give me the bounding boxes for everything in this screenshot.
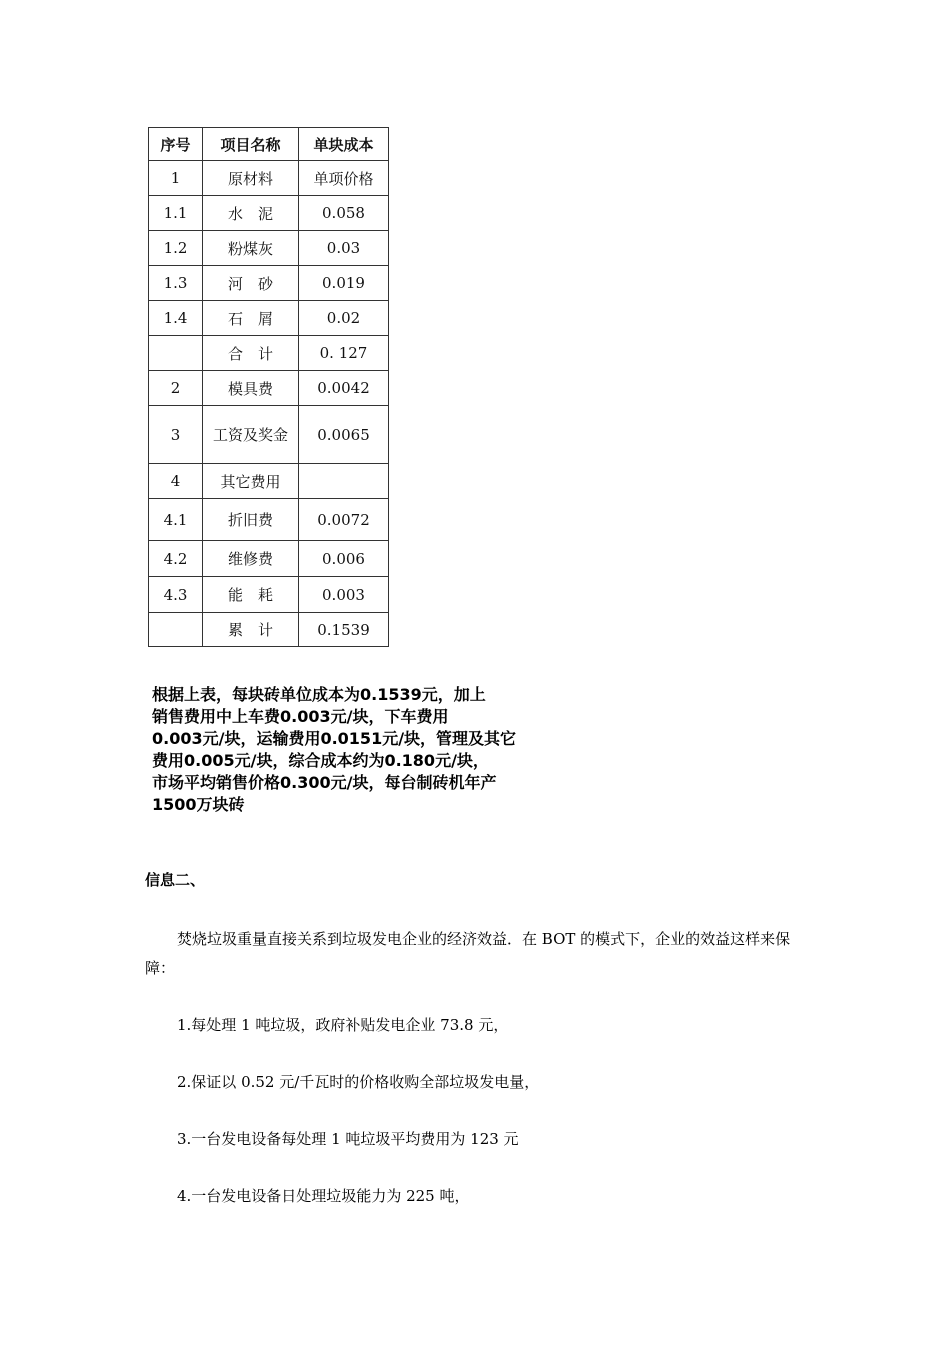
table-cell: 0.0042 [299, 371, 389, 406]
note-line: 根据上表，每块砖单位成本为0.1539元，加上 [152, 685, 486, 704]
table-cell: 2 [149, 371, 203, 406]
table-row [149, 464, 389, 499]
table-row [149, 371, 389, 406]
table-cell: 原材料 [203, 161, 299, 196]
table-row [149, 613, 389, 647]
table-cell: 1 [149, 161, 203, 196]
table-cell: 折旧费 [203, 499, 299, 541]
note-line: 费用0.005元/块，综合成本约为0.180元/块， [152, 751, 489, 770]
table-row [149, 196, 389, 231]
table-cell: 能 耗 [203, 577, 299, 613]
table-cell: 其它费用 [203, 464, 299, 499]
section-heading: 信息二、 [145, 871, 206, 889]
list-item: 3.一台发电设备每处理 1 吨垃圾平均费用为 123 元 [177, 1130, 519, 1148]
list-item: 4.一台发电设备日处理垃圾能力为 225 吨， [177, 1187, 470, 1205]
table-cell: 1.3 [149, 266, 203, 301]
intro-paragraph: 焚烧垃圾重量直接关系到垃圾发电企业的经济效益．在 BOT 的模式下，企业的效益这样来保障： [145, 930, 791, 977]
table-cell: 水 泥 [203, 196, 299, 231]
table-cell: 4.2 [149, 541, 203, 577]
cost-summary-note [152, 684, 582, 816]
table-cell: 粉煤灰 [203, 231, 299, 266]
table-row [149, 301, 389, 336]
table-row [149, 336, 389, 371]
table-cell: 4.3 [149, 577, 203, 613]
table-cell: 4.1 [149, 499, 203, 541]
table-row [149, 231, 389, 266]
table-cell: 0.0065 [299, 406, 389, 464]
table-cell: 3 [149, 406, 203, 464]
table-cell: 累 计 [203, 613, 299, 647]
table-cell: 0.058 [299, 196, 389, 231]
table-row [149, 541, 389, 577]
note-line: 市场平均销售价格0.300元/块，每台制砖机年产 [152, 773, 497, 792]
header-cell-cost: 单块成本 [299, 128, 389, 161]
table-cell: 单项价格 [299, 161, 389, 196]
table-cell [149, 613, 203, 647]
table-row [149, 161, 389, 196]
table-row [149, 266, 389, 301]
table-header-row [149, 128, 389, 161]
table-cell: 0.02 [299, 301, 389, 336]
table-cell: 4 [149, 464, 203, 499]
header-cell-item: 项目名称 [203, 128, 299, 161]
table-cell: 0.019 [299, 266, 389, 301]
note-line: 销售费用中上车费0.003元/块，下车费用 [152, 707, 449, 726]
table-cell: 合 计 [203, 336, 299, 371]
table-cell: 工资及奖金 [203, 406, 299, 464]
note-line: 0.003元/块，运输费用0.0151元/块，管理及其它 [152, 729, 517, 748]
table-cell: 1.1 [149, 196, 203, 231]
table-cell: 河 砂 [203, 266, 299, 301]
table-cell: 石 屑 [203, 301, 299, 336]
table-cell: 0. 127 [299, 336, 389, 371]
list-item: 2.保证以 0.52 元/千瓦时的价格收购全部垃圾发电量， [177, 1073, 540, 1091]
table-cell: 0.003 [299, 577, 389, 613]
note-line: 1500万块砖 [152, 795, 245, 814]
table-cell: 0.006 [299, 541, 389, 577]
table-row [149, 577, 389, 613]
table-row [149, 499, 389, 541]
table-cell: 0.0072 [299, 499, 389, 541]
table-cell [299, 464, 389, 499]
table-cell [149, 336, 203, 371]
table-cell: 0.1539 [299, 613, 389, 647]
table-cell: 0.03 [299, 231, 389, 266]
table-cell: 模具费 [203, 371, 299, 406]
table-cell: 维修费 [203, 541, 299, 577]
table-cell: 1.4 [149, 301, 203, 336]
list-item: 1.每处理 1 吨垃圾，政府补贴发电企业 73.8 元， [177, 1016, 509, 1034]
table-row [149, 406, 389, 464]
cost-table [148, 127, 389, 647]
table-cell: 1.2 [149, 231, 203, 266]
header-cell-index: 序号 [149, 128, 203, 161]
